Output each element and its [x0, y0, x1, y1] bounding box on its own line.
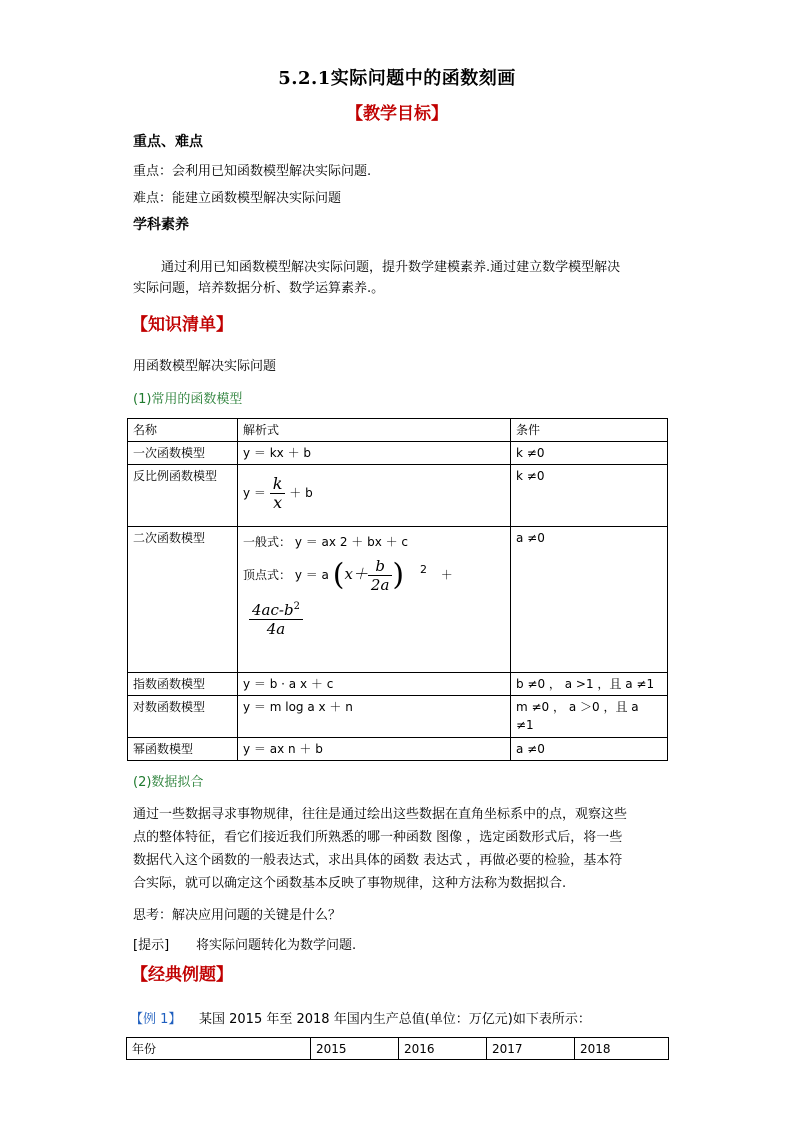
model-formula: y ＝ m log a x ＋ n: [238, 696, 511, 738]
condition-line-1: m ≠0 ， a ＞0 ，且 a: [516, 700, 639, 714]
fraction-b-over-2a: [368, 557, 393, 594]
table-row: [127, 1038, 669, 1060]
example-1-text: 某国 2015 年至 2018 年国内生产总值(单位：万亿元)如下表所示：: [199, 1012, 591, 1027]
header-formula: 解析式: [238, 419, 511, 442]
model-name: 二次函数模型: [128, 527, 238, 673]
table-row: [128, 465, 668, 527]
general-form: 一般式： y ＝ ax 2 ＋ bx ＋ c: [243, 535, 409, 549]
plus-sign: ＋: [440, 568, 453, 582]
gdp-year-cell: 2016: [399, 1038, 487, 1060]
table-row: [128, 673, 668, 696]
gdp-year-header: 年份: [127, 1038, 311, 1060]
fraction-denominator: x: [273, 493, 283, 512]
gdp-year-cell: 2017: [487, 1038, 575, 1060]
model-condition: k ≠0: [511, 465, 668, 527]
gdp-year-cell: 2018: [575, 1038, 669, 1060]
model-formula: [238, 527, 511, 673]
literacy-line-2: 实际问题，培养数据分析、数学运算素养.。: [133, 281, 385, 296]
fraction-denominator: 2a: [370, 576, 390, 594]
fraction-numerator: [249, 598, 303, 620]
header-condition: 条件: [511, 419, 668, 442]
model-condition: k ≠0: [511, 442, 668, 465]
fit-line-4: 合实际，就可以确定这个函数基本反映了事物规律，这种方法称为数据拟合.: [133, 876, 567, 891]
think-question: 思考：解决应用问题的关键是什么？: [133, 908, 342, 923]
table-row: [128, 527, 668, 673]
model-name: 一次函数模型: [128, 442, 238, 465]
model-formula: [238, 465, 511, 527]
fraction-numerator: k: [270, 475, 286, 494]
right-paren: ): [392, 557, 405, 593]
formula-tail: ＋ b: [289, 486, 313, 500]
gdp-table: [126, 1037, 669, 1060]
condition-line-2: ≠1: [516, 718, 534, 732]
fraction-k-over-x: [270, 475, 286, 512]
examples-heading: 【经典例题】: [131, 965, 233, 985]
difficulty: 难点：能建立函数模型解决实际问题: [133, 191, 342, 206]
common-models-label: (1)常用的函数模型: [133, 392, 243, 407]
model-name: 幂函数模型: [128, 738, 238, 761]
numerator-exponent: 2: [293, 601, 300, 612]
fit-line-2: 点的整体特征，看它们接近我们所熟悉的哪一种函数 图像 ，选定函数形式后，将一些: [133, 830, 623, 845]
fraction-discriminant: [249, 598, 303, 638]
objectives-heading: 【教学目标】: [346, 104, 448, 124]
fit-line-1: 通过一些数据寻求事物规律，往往是通过绘出这些数据在直角坐标系中的点，观察这些: [133, 807, 628, 822]
fit-line-3: 数据代入这个函数的一般表达式，求出具体的函数 表达式 ，再做必要的检验，基本符: [133, 853, 623, 868]
model-condition: a ≠0: [511, 738, 668, 761]
model-name: 指数函数模型: [128, 673, 238, 696]
left-paren: (: [332, 557, 345, 593]
inner-x: x＋: [344, 565, 368, 583]
data-fitting-label: (2)数据拟合: [133, 775, 204, 790]
model-condition: [511, 696, 668, 738]
model-formula: y ＝ ax n ＋ b: [238, 738, 511, 761]
vertex-form: [243, 557, 505, 594]
hint-label: [提示]: [133, 938, 170, 953]
model-condition: b ≠0 ， a >1 ，且 a ≠1: [511, 673, 668, 696]
hint-text: 将实际问题转化为数学问题.: [196, 938, 357, 953]
formula-y-eq: y ＝: [243, 486, 266, 500]
vertex-prefix: 顶点式： y ＝ a: [243, 568, 329, 582]
model-formula: y ＝ b · a x ＋ c: [238, 673, 511, 696]
page-title: 5.2.1实际问题中的函数刻画: [278, 68, 516, 89]
fraction-denominator: 4a: [266, 620, 286, 638]
header-name: 名称: [128, 419, 238, 442]
model-condition: a ≠0: [511, 527, 668, 673]
table-row: [128, 738, 668, 761]
knowledge-intro: 用函数模型解决实际问题: [133, 359, 277, 374]
model-formula: y ＝ kx ＋ b: [238, 442, 511, 465]
example-1-label: 【例 1】: [130, 1012, 182, 1027]
numerator-text: 4ac-b: [252, 601, 294, 619]
model-name: 对数函数模型: [128, 696, 238, 738]
table-row: [128, 696, 668, 738]
square-exponent: 2: [419, 563, 427, 576]
key-point: 重点：会利用已知函数模型解决实际问题.: [133, 164, 372, 179]
function-models-table: [127, 418, 668, 761]
model-name: 反比例函数模型: [128, 465, 238, 527]
literacy-line-1: 通过利用已知函数模型解决实际问题，提升数学建模素养.通过建立数学模型解决: [161, 260, 621, 275]
knowledge-heading: 【知识清单】: [131, 315, 233, 335]
gdp-year-cell: 2015: [311, 1038, 399, 1060]
fraction-numerator: b: [368, 557, 393, 576]
table-header-row: [128, 419, 668, 442]
literacy-heading: 学科素养: [133, 217, 189, 233]
key-difficulty-heading: 重点、难点: [133, 134, 203, 150]
table-row: [128, 442, 668, 465]
